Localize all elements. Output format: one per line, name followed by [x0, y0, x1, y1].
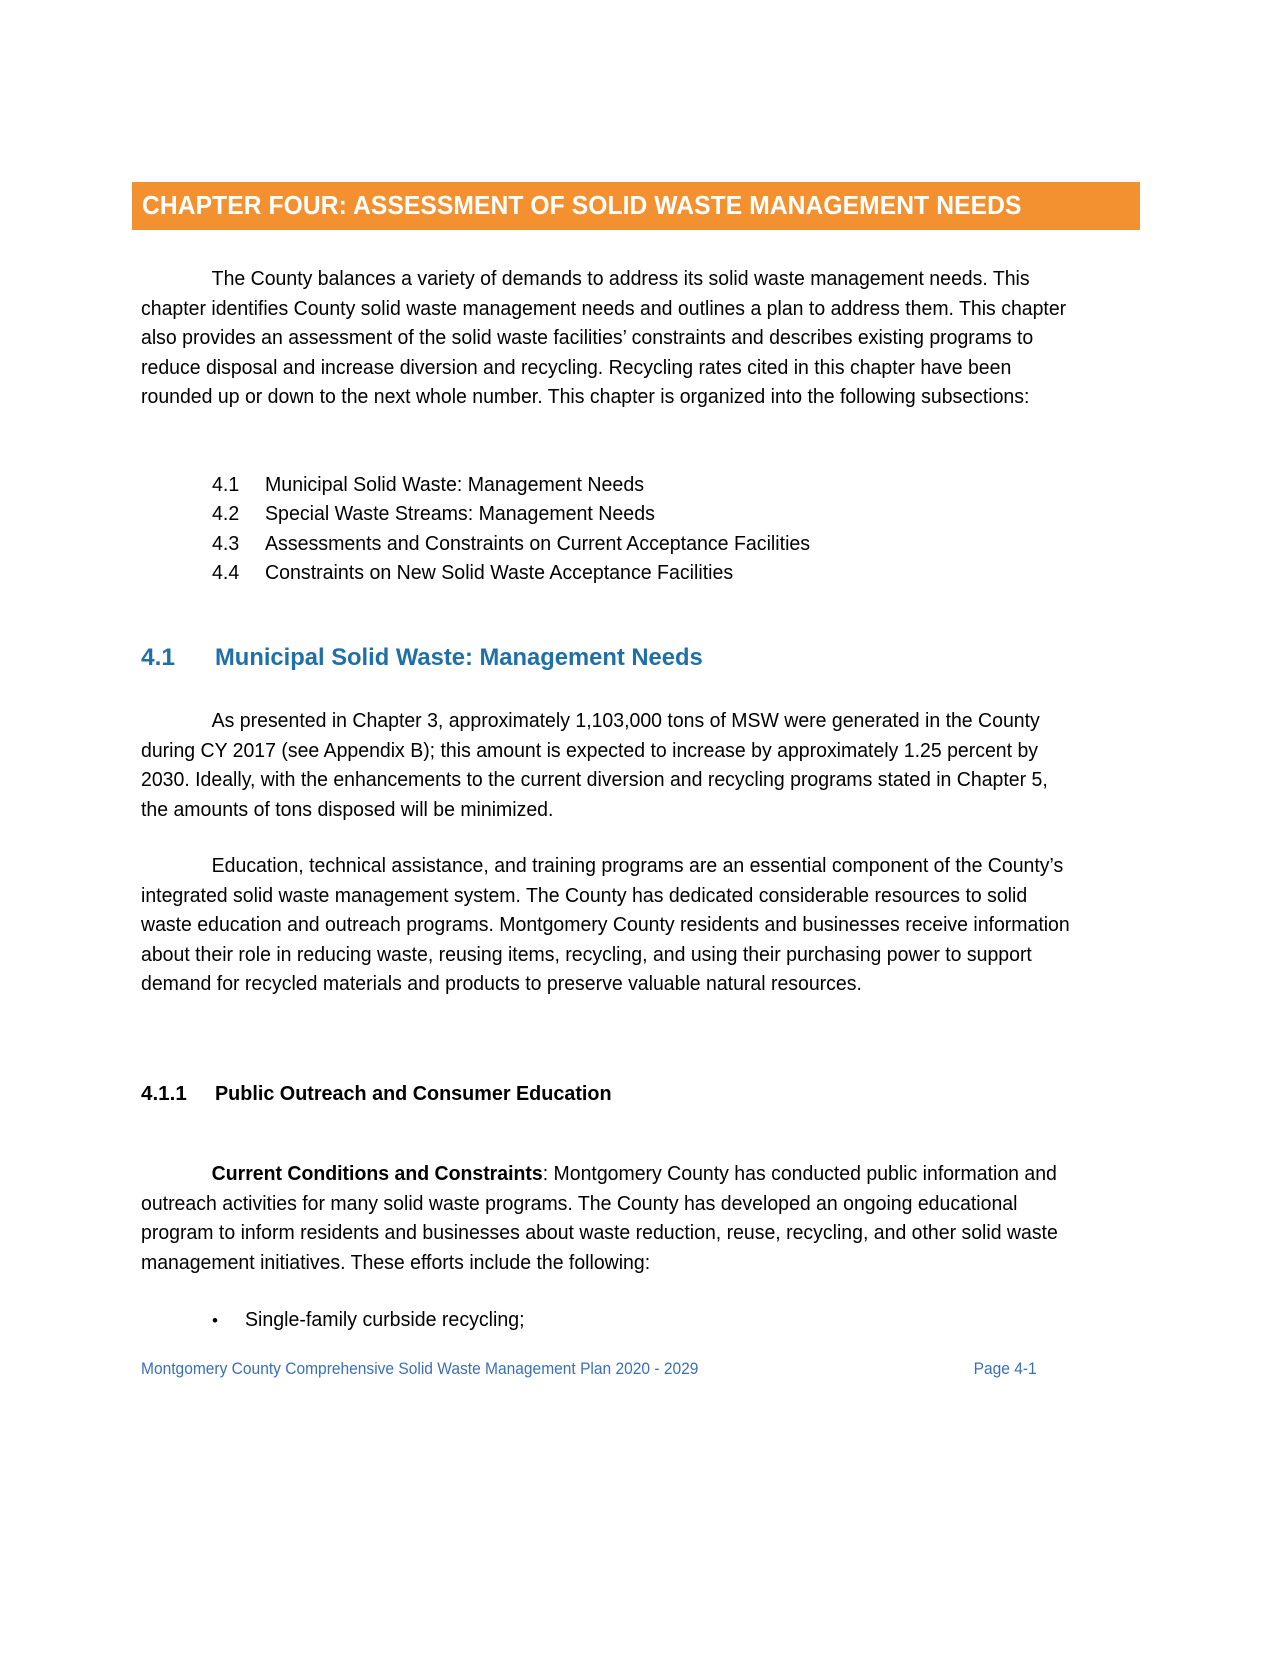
- current-conditions-lead-in: Current Conditions and Constraints: [211, 1163, 543, 1185]
- subsection-label: Municipal Solid Waste: Management Needs: [265, 474, 645, 496]
- chapter-title: CHAPTER FOUR: ASSESSMENT OF SOLID WASTE MANAGEMENT NEEDS: [142, 191, 1022, 220]
- section-heading-4-1: [141, 644, 718, 672]
- list-item: [212, 1306, 1012, 1336]
- subsection-number: 4.1: [212, 474, 240, 496]
- current-conditions-paragraph: [141, 1160, 1075, 1278]
- subsection-number: 4.2: [212, 503, 240, 526]
- footer-page-number: Page 4-1: [973, 1360, 1037, 1378]
- intro-paragraph: [141, 265, 1075, 413]
- subsection-heading-number: 4.1.1: [141, 1082, 187, 1105]
- list-item: [212, 471, 1032, 500]
- subsection-label: Assessments and Constraints on Current Acceptance Facilities: [265, 532, 811, 555]
- intro-paragraph-block: [141, 265, 1076, 413]
- msw-paragraph-block: [141, 707, 1076, 825]
- intro-paragraph-text: The County balances a variety of demands to address its solid waste management needs. This chapter identifies County solid waste management needs and outlines a plan to address them. This chapter also provides an assessment of the solid waste facilities’ constraints and describes existing programs to reduce disposal and increase diversion and recycling. Recycling rates cited in this chapter have been rounded up or down to the next whole number. This chapter is organized into the following subsections:: [141, 268, 1067, 408]
- education-paragraph-block: [141, 852, 1076, 1000]
- subsection-heading-label: Public Outreach and Consumer Education: [215, 1082, 612, 1105]
- subsection-number: 4.4: [212, 561, 240, 584]
- page-footer: [141, 1360, 1037, 1379]
- bullet-icon: •: [212, 1311, 218, 1330]
- subsection-number: 4.3: [212, 532, 240, 555]
- current-conditions-paragraph-block: [141, 1160, 1076, 1278]
- list-item: [212, 530, 1032, 559]
- subsection-heading-4-1-1: [141, 1082, 628, 1106]
- bullet-list: [212, 1306, 1012, 1336]
- education-paragraph: [141, 852, 1075, 1000]
- list-item: [212, 500, 1032, 529]
- chapter-banner: [132, 182, 1140, 230]
- list-item: [212, 559, 1032, 588]
- section-heading-label: Municipal Solid Waste: Management Needs: [215, 644, 703, 671]
- subsection-list: [212, 471, 1032, 588]
- footer-document-title: Montgomery County Comprehensive Solid Waste Management Plan 2020 - 2029: [141, 1360, 699, 1378]
- bullet-label: Single-family curbside recycling;: [245, 1309, 525, 1331]
- current-conditions-text: : Montgomery County has conducted public information and outreach activities for many solid waste programs. The County has developed an ongoing educational program to inform residents and businesses about waste reduction, reuse, recycling, and other solid waste management initiatives. These efforts include the following:: [141, 1163, 1058, 1274]
- section-heading-number: 4.1: [141, 644, 176, 671]
- subsection-label: Constraints on New Solid Waste Acceptance Facilities: [265, 561, 734, 584]
- subsection-label: Special Waste Streams: Management Needs: [265, 503, 655, 526]
- msw-paragraph: [141, 707, 1075, 825]
- msw-paragraph-text: As presented in Chapter 3, approximately 1,103,000 tons of MSW were generated in the County during CY 2017 (see Appendix B); this amount is expected to increase by approximately 1.25 percent by 2030. Ideally, with the enhancements to the current diversion and recycling programs stated in Chapter 5, the amounts of tons disposed will be minimized.: [141, 710, 1048, 821]
- education-paragraph-text: Education, technical assistance, and training programs are an essential component of the County’s integrated solid waste management system. The County has dedicated considerable resources to solid waste education and outreach programs. Montgomery County residents and businesses receive information about their role in reducing waste, reusing items, recycling, and using their purchasing power to support demand for recycled materials and products to preserve valuable natural resources.: [141, 855, 1070, 995]
